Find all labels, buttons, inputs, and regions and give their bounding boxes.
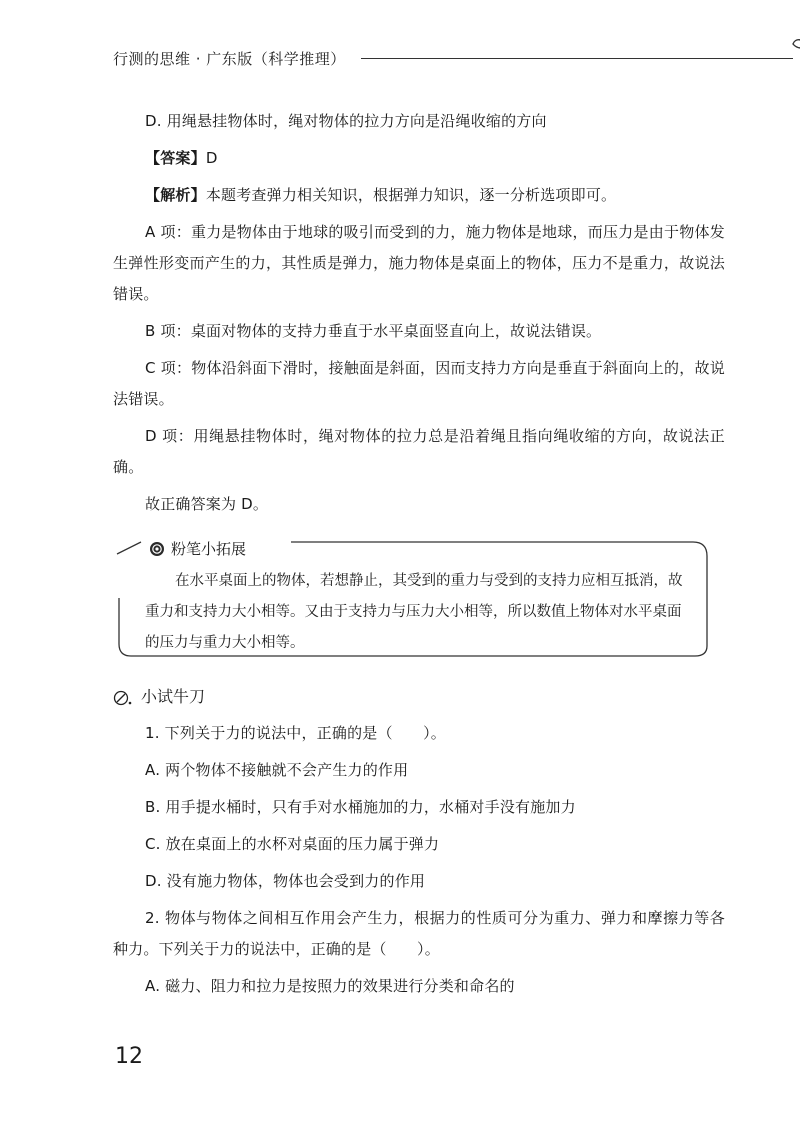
question-1-option-d: D. 没有施力物体，物体也会受到力的作用 [145, 872, 426, 890]
pencil-circle-icon [113, 688, 135, 706]
analysis-item-a: A 项：重力是物体由于地球的吸引而受到的力，施力物体是地球，而压力是由于物体发生弹性形变而产生的力，其性质是弹力，施力物体是桌面上的物体，压力不是重力，故说法错误。 [113, 223, 725, 303]
analysis-item-d: D 项：用绳悬挂物体时，绳对物体的拉力总是沿着绳且指向绳收缩的方向，故说法正确。 [113, 427, 725, 476]
question-2: 2. 物体与物体之间相互作用会产生力，根据力的性质可分为重力、弹力和摩擦力等各种力。下列关于力的说法中，正确的是（ ）。 [113, 909, 725, 958]
header-rule [361, 58, 793, 59]
question-2-option-a: A. 磁力、阻力和拉力是按照力的效果进行分类和命名的 [145, 977, 515, 995]
conclusion-text: 故正确答案为 D。 [145, 495, 269, 513]
running-header [113, 44, 718, 76]
analysis-item-b: B 项：桌面对物体的支持力垂直于水平桌面竖直向上，故说法错误。 [145, 322, 602, 340]
chalk-badge-icon [149, 541, 165, 557]
answer-label: 【答案】 [145, 149, 206, 167]
question-1-option-c: C. 放在桌面上的水杯对桌面的压力属于弹力 [145, 835, 440, 853]
question-1-option-a: A. 两个物体不接触就不会产生力的作用 [145, 761, 409, 779]
analysis-text: 本题考查弹力相关知识，根据弹力知识，逐一分析选项即可。 [205, 186, 617, 204]
answer-line [113, 143, 725, 174]
callout-heading [145, 538, 254, 559]
analysis-item-c: C 项：物体沿斜面下滑时，接触面是斜面，因而支持力方向是垂直于斜面向上的，故说法错误。 [113, 359, 725, 408]
callout-title: 粉笔小拓展 [171, 540, 247, 558]
analysis-label: 【解析】 [145, 186, 206, 204]
extension-callout [115, 538, 711, 660]
page-number: 12 [115, 1044, 143, 1069]
answer-value: D [205, 149, 218, 167]
page-content [113, 106, 725, 1002]
option-d-text: D. 用绳悬挂物体时，绳对物体的拉力方向是沿绳收缩的方向 [145, 112, 547, 130]
sprout-icon [791, 36, 800, 62]
question-1: 1. 下列关于力的说法中，正确的是（ ）。 [145, 724, 446, 742]
question-1-option-b: B. 用手提水桶时，只有手对水桶施加的力，水桶对手没有施加力 [145, 798, 576, 816]
practice-heading [113, 682, 725, 712]
analysis-line [113, 180, 725, 211]
header-title: 行测的思维 · 广东版（科学推理） [113, 50, 346, 68]
callout-body: 在水平桌面上的物体，若想静止，其受到的重力与受到的支持力应相互抵消，故重力和支持力大小相等。又由于支持力与压力大小相等，所以数值上物体对水平桌面的压力与重力大小相等。 [145, 573, 683, 651]
practice-title: 小试牛刀 [141, 687, 206, 706]
